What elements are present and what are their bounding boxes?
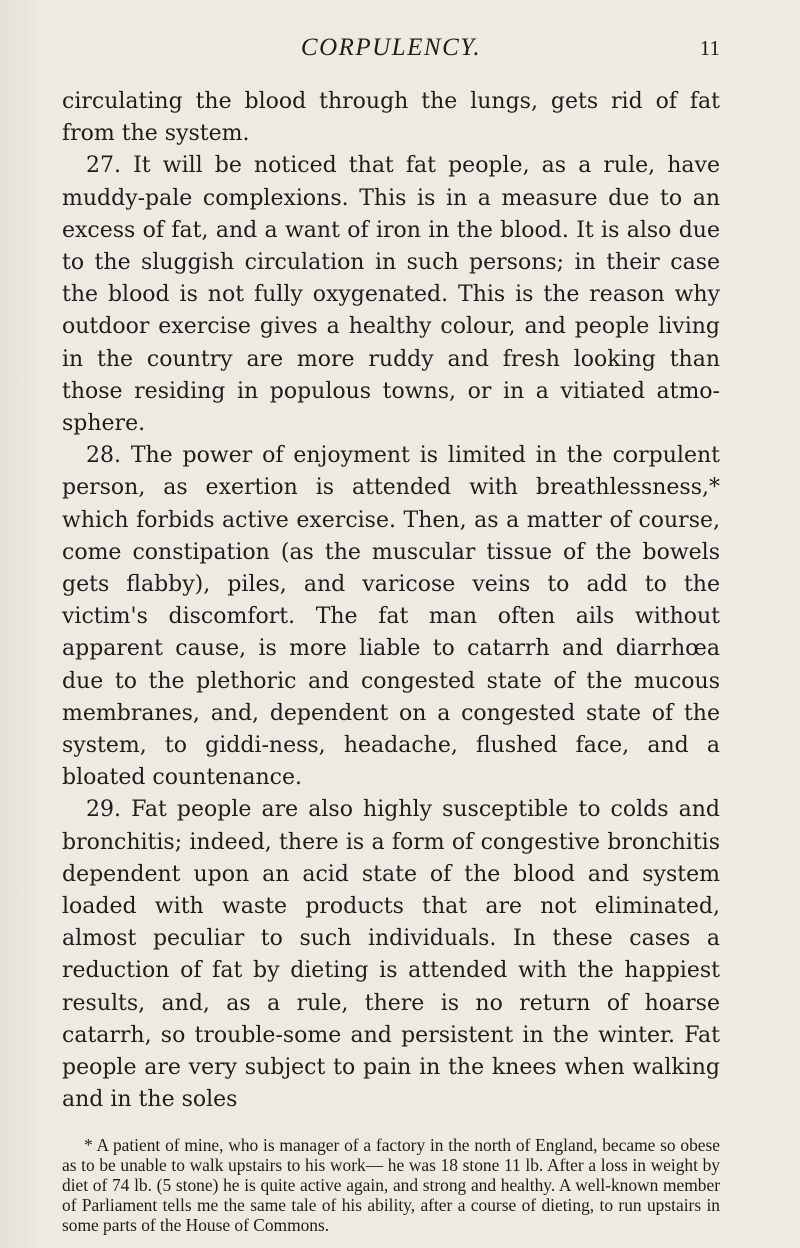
running-title: CORPULENCY.: [300, 34, 482, 61]
page-number: 11: [699, 36, 720, 60]
paragraph-28: 28. The power of enjoyment is limited in the corpulent person, as exertion is attended with breathlessness,* which forbids active exercise. Then, as a matter of course, come constipation (as the muscular tissue of the bowels gets flabby), piles, and varicose veins to add to the victim's discomfort. The fat man often ails without apparent cause, is more liable to catarrh and diarrhœa due to the plethoric and congested state of the mucous membranes, and, dependent on a congested state of the system, to giddi-ness, headache, flushed face, and a bloated countenance.: [62, 443, 720, 791]
footnote: [62, 1135, 720, 1235]
running-head: [62, 34, 720, 68]
body-text: [62, 86, 720, 1117]
paragraph-27: 27. It will be noticed that fat people, as a rule, have muddy-pale complexions. This is in a measure due to an excess of fat, and a want of iron in the blood. It is also due to the sluggish circulation in such persons; in their case the blood is not fully oxygenated. This is the reason why outdoor exercise gives a healthy colour, and people living in the country are more ruddy and fresh looking than those residing in populous towns, or in a vitiated atmo-sphere.: [62, 153, 720, 437]
footnote-text: * A patient of mine, who is manager of a factory in the north of England, became so obese as to be unable to walk upstairs to his work— he was 18 stone 11 lb. After a loss in weight by diet of 74 lb. (5 stone) he is quite active again, and strong and healthy. A well-known member of Parliament tells me the same tale of his ability, after a course of dieting, to run upstairs in some parts of the House of Commons.: [62, 1134, 720, 1235]
paragraph-continuation: circulating the blood through the lungs, gets rid of fat from the system.: [62, 89, 720, 147]
paragraph-29: 29. Fat people are also highly susceptible to colds and bronchitis; indeed, there is a form of congestive bronchitis dependent upon an acid state of the blood and system loaded with waste products that are not eliminated, almost peculiar to such individuals. In these cases a reduction of fat by dieting is attended with the happiest results, and, as a rule, there is no return of hoarse catarrh, so trouble-some and persistent in the winter. Fat people are very subject to pain in the knees when walking and in the soles: [62, 797, 720, 1113]
